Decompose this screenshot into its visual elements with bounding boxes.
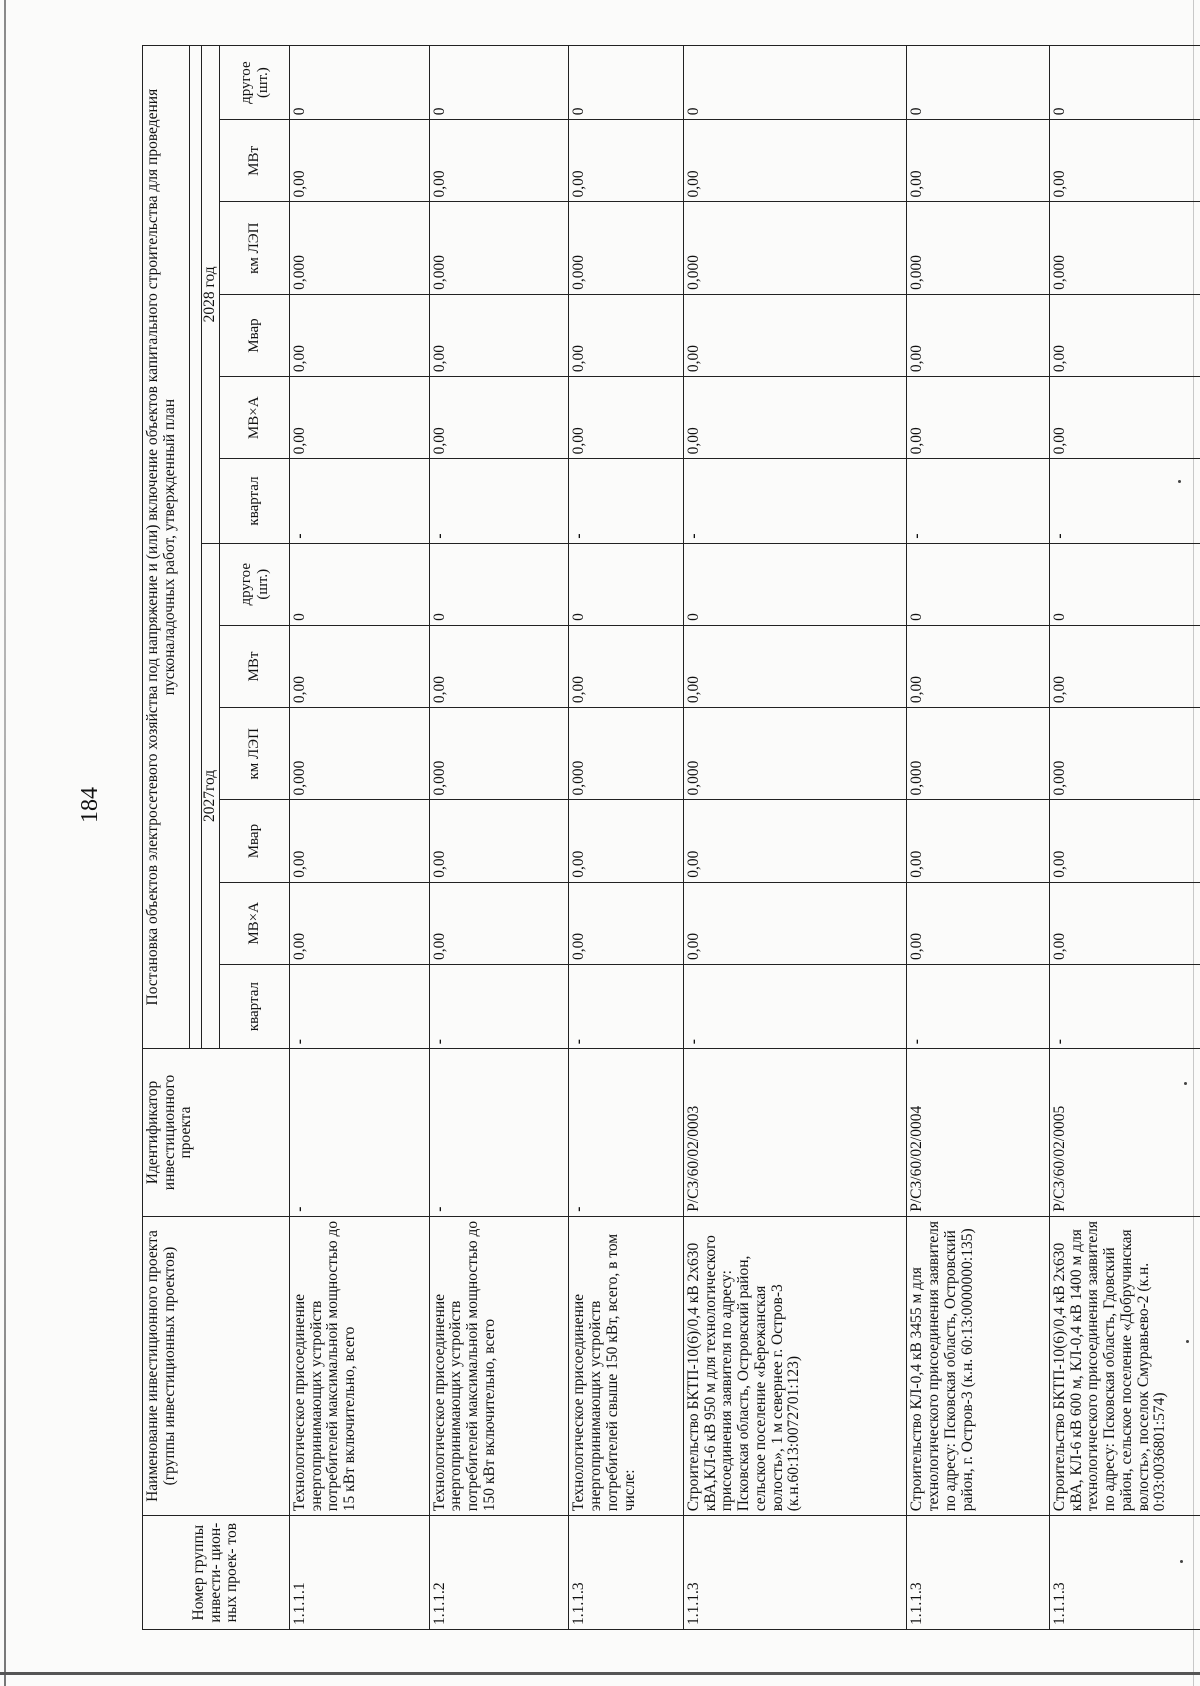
cell-project-id: - <box>290 1049 430 1217</box>
page-edge-bottom <box>0 1672 1200 1675</box>
unit-km-2028: км ЛЭП <box>220 202 290 294</box>
cell-mw-2028: 0,00 <box>569 120 684 202</box>
cell-quarter-2027: - <box>569 964 684 1048</box>
investment-table <box>142 45 1200 1630</box>
header-name: Наименование инвестиционного проекта (группы инвестиционных проектов) <box>143 1216 290 1516</box>
cell-quarter-2028: - <box>907 459 1049 543</box>
cell-project-id: Р/СЗ/60/02/0005 <box>1049 1049 1200 1217</box>
table-row <box>429 46 569 1630</box>
scan-speck <box>1186 1340 1189 1343</box>
cell-mva-2028: 0,00 <box>569 377 684 459</box>
cell-mva-2028: 0,00 <box>907 377 1049 459</box>
cell-km-2028: 0,000 <box>907 202 1049 294</box>
unit-mw-2027: МВт <box>220 625 290 707</box>
cell-mw-2028: 0,00 <box>1049 120 1200 202</box>
unit-mva-2028: МВ×А <box>220 377 290 459</box>
cell-other-2028: 0 <box>429 46 569 120</box>
unit-km-2027: км ЛЭП <box>220 708 290 800</box>
cell-quarter-2027: - <box>683 964 907 1048</box>
cell-mvar-2028: 0,00 <box>569 294 684 376</box>
cell-mva-2028: 0,00 <box>1049 377 1200 459</box>
header-main: Постановка объектов электросетевого хозяйства под напряжение и (или) включение объектов капитального строительства для проведения пусконаладочных работ, утвержденный план <box>143 46 190 1049</box>
cell-mvar-2027: 0,00 <box>1049 800 1200 882</box>
cell-mva-2027: 0,00 <box>429 882 569 964</box>
cell-km-2028: 0,000 <box>429 202 569 294</box>
cell-quarter-2028: - <box>1049 459 1200 543</box>
cell-other-2028: 0 <box>907 46 1049 120</box>
cell-mw-2027: 0,00 <box>1049 625 1200 707</box>
cell-mva-2027: 0,00 <box>569 882 684 964</box>
cell-mvar-2027: 0,00 <box>683 800 907 882</box>
page-number: 184 <box>77 787 103 823</box>
cell-project-name: Строительство КЛ-0,4 кВ 3455 м для технологического присоединения заявителя по адресу: Псковская область, Островский район, г. Остров-3 (к.н. 60:13:0000000:135) <box>907 1216 1049 1516</box>
unit-mvar-2028: Мвар <box>220 294 290 376</box>
header-year-2027: 2027год <box>202 543 220 1049</box>
cell-km-2027: 0,000 <box>569 708 684 800</box>
cell-other-2028: 0 <box>683 46 907 120</box>
cell-mw-2027: 0,00 <box>683 625 907 707</box>
cell-project-id: Р/СЗ/60/02/0004 <box>907 1049 1049 1217</box>
cell-other-2027: 0 <box>1049 543 1200 625</box>
scan-speck <box>1184 1082 1187 1085</box>
cell-mvar-2028: 0,00 <box>907 294 1049 376</box>
cell-mvar-2028: 0,00 <box>290 294 430 376</box>
cell-km-2027: 0,000 <box>1049 708 1200 800</box>
cell-mw-2028: 0,00 <box>290 120 430 202</box>
cell-km-2028: 0,000 <box>569 202 684 294</box>
scan-speck <box>1180 1560 1183 1563</box>
cell-other-2027: 0 <box>569 543 684 625</box>
cell-quarter-2027: - <box>907 964 1049 1048</box>
cell-other-2027: 0 <box>683 543 907 625</box>
table-row <box>907 46 1049 1630</box>
cell-project-name: Технологическое присоединение энергопринимающих устройств потребителей максимальной мощностью до 150 кВт включительно, всего <box>429 1216 569 1516</box>
cell-quarter-2027: - <box>1049 964 1200 1048</box>
cell-km-2028: 0,000 <box>683 202 907 294</box>
header-number: Номер группы инвести- цион- ных проек- тов <box>143 1516 290 1630</box>
cell-group-number: 1.1.1.3 <box>1049 1516 1200 1630</box>
cell-km-2027: 0,000 <box>290 708 430 800</box>
cell-mw-2027: 0,00 <box>569 625 684 707</box>
table-row <box>1049 46 1200 1630</box>
cell-mw-2028: 0,00 <box>683 120 907 202</box>
cell-other-2027: 0 <box>429 543 569 625</box>
unit-mva-2027: МВ×А <box>220 882 290 964</box>
cell-quarter-2028: - <box>569 459 684 543</box>
scan-speck <box>1178 480 1181 483</box>
cell-quarter-2027: - <box>290 964 430 1048</box>
cell-mvar-2027: 0,00 <box>569 800 684 882</box>
table-row <box>683 46 907 1630</box>
unit-mw-2028: МВт <box>220 120 290 202</box>
cell-group-number: 1.1.1.3 <box>907 1516 1049 1630</box>
cell-group-number: 1.1.1.3 <box>683 1516 907 1630</box>
cell-mw-2027: 0,00 <box>907 625 1049 707</box>
cell-other-2027: 0 <box>290 543 430 625</box>
cell-other-2028: 0 <box>1049 46 1200 120</box>
cell-quarter-2028: - <box>290 459 430 543</box>
cell-mw-2028: 0,00 <box>907 120 1049 202</box>
cell-mva-2027: 0,00 <box>907 882 1049 964</box>
cell-mva-2027: 0,00 <box>683 882 907 964</box>
cell-project-name: Технологическое присоединение энергопринимающих устройств потребителей свыше 150 кВт, всего, в том числе: <box>569 1216 684 1516</box>
cell-group-number: 1.1.1.1 <box>290 1516 430 1630</box>
cell-quarter-2028: - <box>429 459 569 543</box>
cell-project-id: - <box>569 1049 684 1217</box>
cell-mva-2028: 0,00 <box>429 377 569 459</box>
cell-group-number: 1.1.1.2 <box>429 1516 569 1630</box>
cell-other-2028: 0 <box>569 46 684 120</box>
cell-mva-2028: 0,00 <box>683 377 907 459</box>
cell-mvar-2028: 0,00 <box>683 294 907 376</box>
cell-project-id: - <box>429 1049 569 1217</box>
unit-other-2027: другое (шт.) <box>220 543 290 625</box>
cell-mw-2027: 0,00 <box>429 625 569 707</box>
cell-mw-2027: 0,00 <box>290 625 430 707</box>
cell-mva-2027: 0,00 <box>1049 882 1200 964</box>
cell-mva-2027: 0,00 <box>290 882 430 964</box>
header-spacer <box>190 46 202 1049</box>
cell-mvar-2028: 0,00 <box>1049 294 1200 376</box>
cell-mw-2028: 0,00 <box>429 120 569 202</box>
cell-mvar-2027: 0,00 <box>290 800 430 882</box>
cell-project-name: Строительство БКТП-10(6)/0,4 кВ 2х630 кВА,КЛ-6 кВ 950 м для технологического присоединения заявителя по адресу: Псковская область, Островский район, сельское поселение «Бережанская волость», 1 м севернее г. Остров-3 (к.н.60:13:0072701:123) <box>683 1216 907 1516</box>
cell-km-2028: 0,000 <box>1049 202 1200 294</box>
cell-other-2028: 0 <box>290 46 430 120</box>
cell-mvar-2027: 0,00 <box>907 800 1049 882</box>
unit-mvar-2027: Мвар <box>220 800 290 882</box>
unit-quarter-2028: квартал <box>220 459 290 543</box>
cell-project-name: Строительство БКТП-10(6)/0,4 кВ 2х630 кВА, КЛ-6 кВ 600 м, КЛ-0,4 кВ 1400 м для технологического присоединения заявителя по адресу: Псковская область, Гдовский район, сельское поселение «Добручинская волость», поселок Смуравьево-2 (к.н. 0:03:0036801:574) <box>1049 1216 1200 1516</box>
cell-km-2027: 0,000 <box>907 708 1049 800</box>
cell-km-2027: 0,000 <box>683 708 907 800</box>
cell-quarter-2027: - <box>429 964 569 1048</box>
table-row <box>569 46 684 1630</box>
cell-quarter-2028: - <box>683 459 907 543</box>
page-edge-left <box>4 0 6 1686</box>
header-id: Идентификатор инвестиционного проекта <box>143 1049 290 1217</box>
cell-other-2027: 0 <box>907 543 1049 625</box>
cell-project-id: Р/СЗ/60/02/0003 <box>683 1049 907 1217</box>
table-row <box>290 46 430 1630</box>
cell-mvar-2028: 0,00 <box>429 294 569 376</box>
header-year-2028: 2028 год <box>202 46 220 544</box>
cell-project-name: Технологическое присоединение энергопринимающих устройств потребителей максимальной мощностью до 15 кВт включительно, всего <box>290 1216 430 1516</box>
cell-km-2027: 0,000 <box>429 708 569 800</box>
cell-mvar-2027: 0,00 <box>429 800 569 882</box>
rotated-table-container <box>142 45 1200 1630</box>
cell-group-number: 1.1.1.3 <box>569 1516 684 1630</box>
unit-quarter-2027: квартал <box>220 964 290 1048</box>
unit-other-2028: другое (шт.) <box>220 46 290 120</box>
cell-mva-2028: 0,00 <box>290 377 430 459</box>
cell-km-2028: 0,000 <box>290 202 430 294</box>
